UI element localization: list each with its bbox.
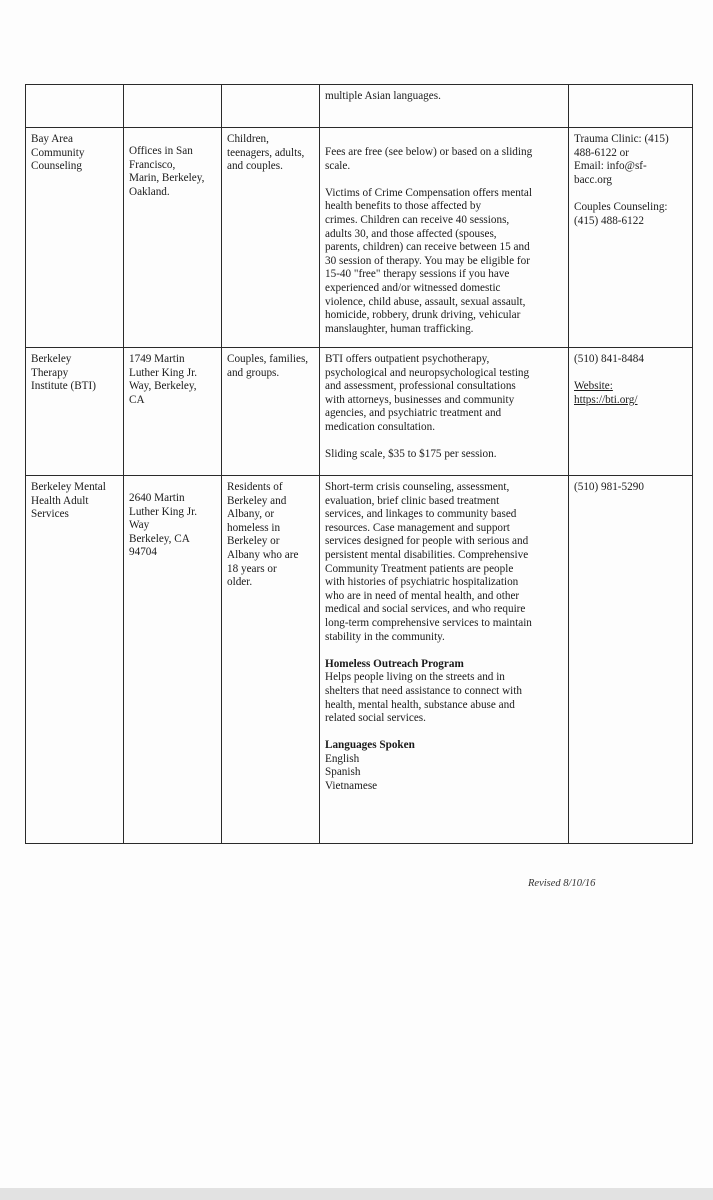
location-cell [124, 85, 222, 128]
contact-cell [569, 128, 693, 348]
name-cell [26, 476, 124, 844]
location-cell [124, 128, 222, 348]
location-cell [124, 476, 222, 844]
org-location: Offices in San Francisco, Marin, Berkeley, Oakland. [129, 145, 205, 198]
resource-table [25, 84, 693, 844]
contact-cell [569, 348, 693, 476]
contact-phone: (510) 841-8484 [574, 353, 644, 365]
org-name: Berkeley Therapy Institute (BTI) [31, 353, 96, 393]
services-text: BTI offers outpatient psychotherapy, psychological and neuropsychological testing and assessment, professional consultations with attorneys, businesses and community agencies, and psychiatric treatment and medication consultation. [325, 353, 530, 433]
name-cell [26, 348, 124, 476]
table-row [26, 128, 693, 348]
contact-phone: (510) 981-5290 [574, 481, 644, 493]
org-population: Residents of Berkeley and Albany, or homeless in Berkeley or Albany who are 18 years or older. [227, 481, 299, 589]
language-item: English [325, 752, 360, 765]
org-location: 2640 Martin Luther King Jr. Way Berkeley, CA 94704 [129, 492, 198, 559]
services-cell [320, 128, 569, 348]
name-cell [26, 85, 124, 128]
program-section [325, 658, 564, 726]
table-row [26, 348, 693, 476]
population-cell [222, 85, 320, 128]
language-item: Spanish [325, 766, 361, 779]
services-cell [320, 85, 569, 128]
contact-cell [569, 476, 693, 844]
services-text: Short-term crisis counseling, assessment, evaluation, brief clinic based treatment services, and linkages to community based resources. Case management and support services designed for people with serious and persistent mental disabilities. Comprehensive Community Treatment patients are people with histories of psychiatric hospitalization who are in need of mental health, and other medical and social services, and who require long-term comprehensive services to maintain stability in the community. [325, 481, 532, 643]
org-name: Bay Area Community Counseling [31, 133, 85, 173]
contact-cell [569, 85, 693, 128]
population-cell [222, 128, 320, 348]
services-cell [320, 348, 569, 476]
org-location: 1749 Martin Luther King Jr. Way, Berkeley, CA [129, 353, 198, 406]
languages-heading: Languages Spoken [325, 739, 415, 752]
contact-text: Trauma Clinic: (415) 488-6122 or Email: info@sf- bacc.org [574, 133, 669, 186]
org-name: Berkeley Mental Health Adult Services [31, 481, 106, 521]
language-item: Vietnamese [325, 780, 378, 793]
services-cell [320, 476, 569, 844]
location-cell [124, 348, 222, 476]
program-heading: Homeless Outreach Program [325, 657, 464, 670]
org-population: Couples, families, and groups. [227, 353, 309, 379]
program-text: Helps people living on the streets and in shelters that need assistance to connect with health, mental health, substance abuse and related social services. [325, 671, 522, 725]
website-link[interactable]: Website: https://bti.org/ [574, 380, 638, 406]
org-population: Children, teenagers, adults, and couples. [227, 133, 305, 173]
revised-date: Revised 8/10/16 [528, 878, 596, 889]
table-row [26, 85, 693, 128]
table-row [26, 476, 693, 844]
viewer-bottom-strip [0, 1188, 713, 1200]
services-text: Sliding scale, $35 to $175 per session. [325, 448, 497, 461]
population-cell [222, 476, 320, 844]
name-cell [26, 128, 124, 348]
services-text: Fees are free (see below) or based on a sliding scale. [325, 146, 533, 172]
services-text: Victims of Crime Compensation offers mental health benefits to those affected by crimes. Children can receive 40 sessions, adults 30, and those affected (spouses, parents, children) can receive between 15 and 30 session of therapy. You may be eligible for 15-40 "free" therapy sessions if you have experienced and/or witnessed domestic violence, child abuse, assault, sexual assault, homicide, robbery, drunk driving, vehicular manslaughter, human trafficking. [325, 186, 532, 335]
contact-text: Couples Counseling: (415) 488-6122 [574, 200, 668, 227]
population-cell [222, 348, 320, 476]
services-text: multiple Asian languages. [325, 90, 441, 102]
languages-section [325, 739, 564, 793]
